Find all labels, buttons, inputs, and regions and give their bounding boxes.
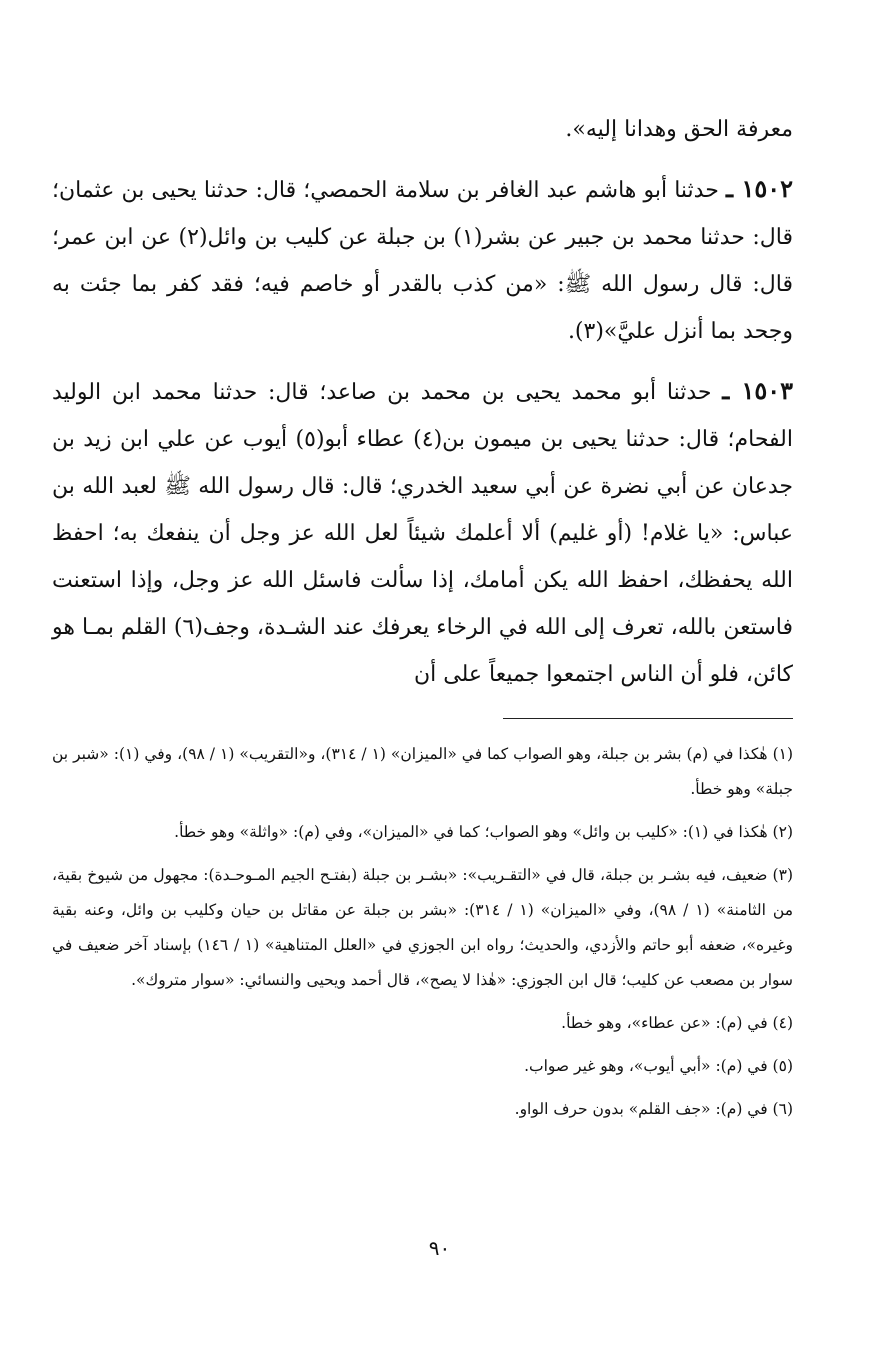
hadith-text: حدثنا أبو محمد يحيى بن محمد بن صاعد؛ قال: حدثنا محمد ابن الوليد الفحام؛ قال: حدثنا يحيى بن ميمون بن(٤) عطاء أبو(٥) أيوب عن علي ابن زيد بن جدعان عن أبي نضرة عن أبي سعيد الخدري؛ قال: قال رسول الله ﷺ لعبد الله بن عباس: «يا غلام! (أو غليم) ألا أعلمك شيئاً لعل الله عز وجل أن ينفعك به؛ احفظ الله يحفظك، احفظ الله يكن أمامك، إذا سألت فاسئل الله عز وجل، وإذا استعنت فاستعن بالله، تعرف إلى الله في الرخاء يعرفك عند الشـدة، وجف(٦) القلم بمـا هو كائن، فلو أن الناس اجتمعوا جميعاً على أن bbox=[52, 380, 793, 687]
footnotes bbox=[52, 737, 793, 1127]
footnote-3: (٣) ضعيف، فيه بشـر بن جبلة، قال في «التقـريب»: «بشـر بن جبلة (بفتـح الجيم المـوحـدة): مجهول من شيوخ بقية، من الثامنة» (١ / ٩٨)، وفي «الميزان» (١ / ٣١٤): «بشر بن جبلة عن مقاتل بن حيان وكليب بن وائل، وعنه بقية وغيره»، ضعفه أبو حاتم والأزدي، والحديث؛ رواه ابن الجوزي في «العلل المتناهية» (١ / ١٤٦) بإسناد آخر ضعيف في سوار بن مصعب عن كليب؛ قال ابن الجوزي: «هٰذا لا يصح»، قال أحمد ويحيى والنسائي: «سوار متروك». bbox=[52, 866, 794, 989]
hadith-number: ١٥٠٢ ـ bbox=[725, 174, 793, 203]
footnote-2: (٢) هٰكذا في (١): «كليب بن وائل» وهو الصواب؛ كما في «الميزان»، وفي (م): «واثلة» وهو خطأ. bbox=[174, 823, 793, 841]
footnote-separator bbox=[503, 718, 793, 719]
footnote-5: (٥) في (م): «أبي أيوب»، وهو غير صواب. bbox=[524, 1057, 793, 1075]
hadith-number: ١٥٠٣ ـ bbox=[722, 376, 794, 405]
footnote-1: (١) هٰكذا في (م) بشر بن جبلة، وهو الصواب كما في «الميزان» (١ / ٣١٤)، و«التقريب» (١ / ٩٨)، وفي (١): «شبر بن جبلة» وهو خطأ. bbox=[52, 745, 794, 798]
main-text bbox=[52, 106, 793, 698]
page-number: ٩٠ bbox=[428, 1236, 451, 1260]
hadith-1502 bbox=[52, 165, 793, 355]
continuation-line: معرفة الحق وهدانا إليه». bbox=[565, 117, 793, 142]
hadith-1503 bbox=[52, 367, 793, 698]
footnote-4: (٤) في (م): «عن عطاء»، وهو خطأ. bbox=[561, 1014, 793, 1032]
footnote-6: (٦) في (م): «جف القلم» بدون حرف الواو. bbox=[514, 1100, 793, 1118]
hadith-text: حدثنا أبو هاشم عبد الغافر بن سلامة الحمصي؛ قال: حدثنا يحيى بن عثمان؛ قال: حدثنا محمد بن جبير عن بشر(١) بن جبلة عن كليب بن وائل(٢) عن ابن عمر؛ قال: قال رسول الله ﷺ: «من كذب بالقدر أو خاصم فيه؛ فقد كفر بما جئت به وجحد بما أنزل عليَّ»(٣). bbox=[52, 178, 794, 344]
